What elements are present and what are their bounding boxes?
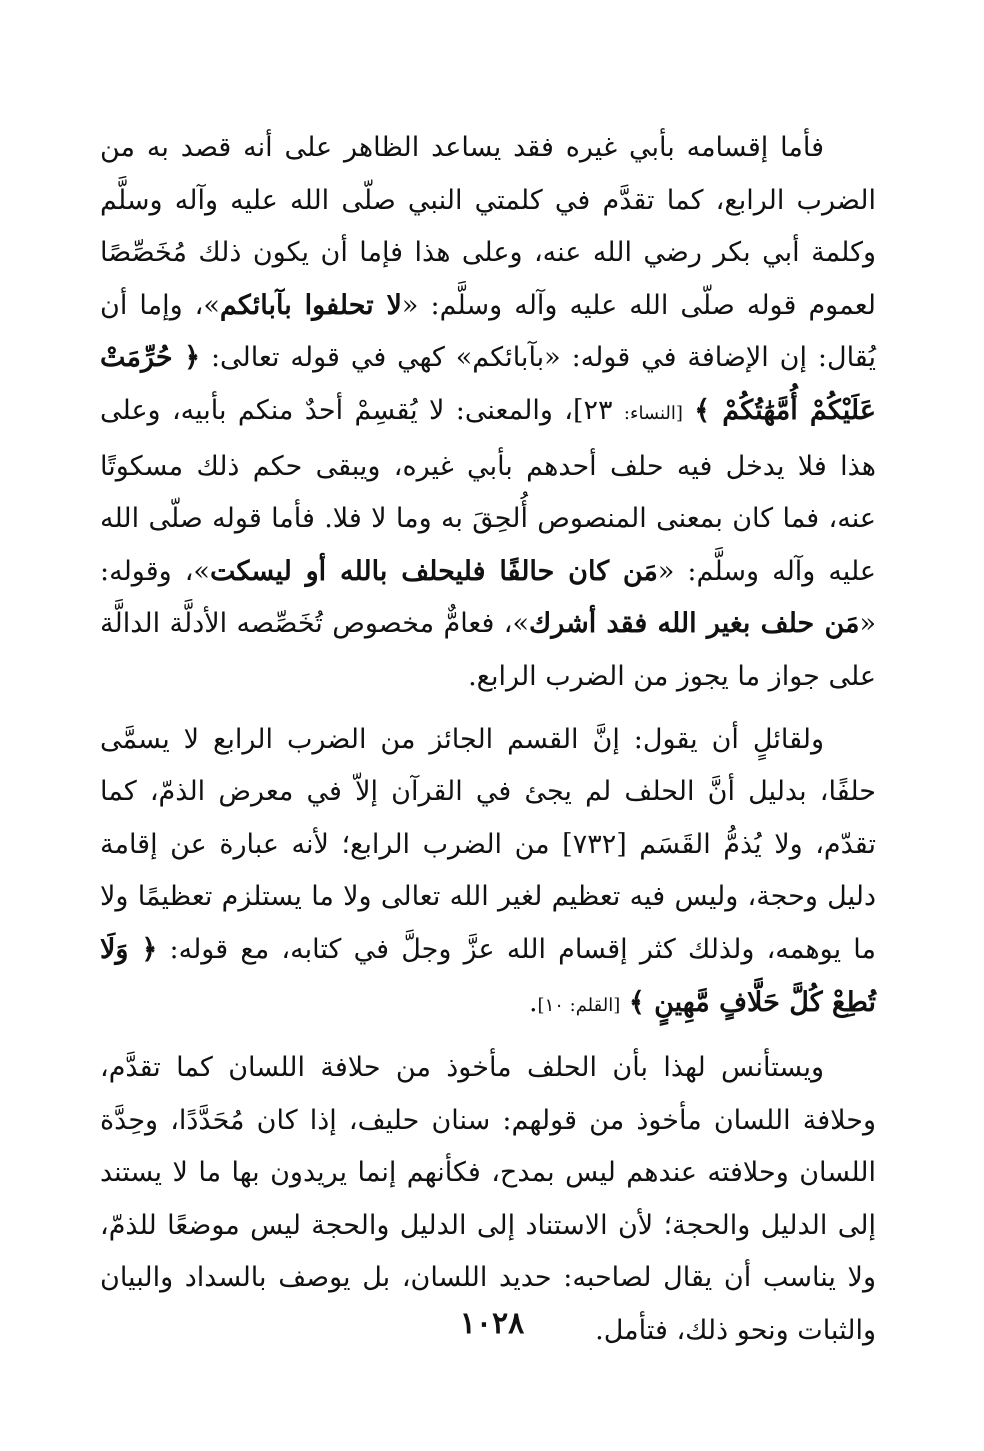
p1-text-1: فأما إقسامه بأبي غيره فقد يساعد الظاهر على أنه قصد به من الضرب الرابع، كما تقدَّم في كلمتي النبي صلّى الله عليه وآله وسلَّم وكلمة أبي بكر رضي الله عنه، وعلى هذا فإما أن يكون ذلك مُخَصِّصًا لعموم قوله صلّى الله عليه وآله وسلَّم: «	[100, 132, 876, 321]
quran-verse-nisa: ﴿ حُرِّمَتْ عَلَيْكُمْ أُمَّهَٰتُكُمْ ﴾	[100, 342, 876, 426]
quran-verse-qalam: ﴿ وَلَا تُطِعْ كُلَّ حَلَّافٍ مَّهِينٍ ﴾	[100, 933, 876, 1018]
hadith-quote-3: مَن حلف بغير الله فقد أشرك	[529, 608, 860, 640]
page-number: ١٠٢٨	[459, 1306, 525, 1341]
p1-text-3: ٢٣]، والمعنى: لا يُقسِمْ أحدٌ منكم بأبيه، وعلى هذا فلا يدخل فيه حلف أحدهم بأبي غيره، ويبقى حكم ذلك مسكوتًا عنه، فما كان بمعنى المنصوص أُلحِقَ به وما لا فلا. فأما قوله صلّى الله عليه وآله وسلَّم: «	[100, 394, 876, 587]
quran-reference-qalam: [القلم: ١٠]	[537, 994, 621, 1016]
p1-space-1	[683, 395, 694, 426]
p3-text-1: ويستأنس لهذا بأن الحلف مأخوذ من حلافة اللسان كما تقدَّم، وحلافة اللسان مأخوذ من قولهم: سنان حليف، إذا كان مُحَدَّدًا، وحِدَّة اللسان وحلافته عندهم ليس بمدح، فكأنهم إنما يريدون بها ما لا يستند إلى الدليل والحجة؛ لأن الاستناد إلى الدليل والحجة ليس موضعًا للذمّ، ولا يناسب أن يقال لصاحبه: حديد اللسان، بل يوصف بالسداد والبيان والثبات ونحو ذلك، فتأمل.	[100, 1052, 876, 1347]
p2-text-2: .	[528, 986, 538, 1018]
paragraph-2	[100, 714, 876, 1033]
page-body	[100, 122, 876, 1358]
paragraph-1	[100, 122, 876, 704]
p1-text-5: »، فعامٌّ مخصوص تُخَصِّصه الأدلَّة الدالَّة على جواز ما يجوز من الضرب الرابع.	[100, 608, 876, 692]
p1-text-2: »، وإما أن يُقال: إن الإضافة في قوله: «بآبائكم» كهي في قوله تعالى:	[100, 289, 876, 374]
quran-reference-nisa: [النساء:	[623, 402, 683, 424]
hadith-quote-1: لا تحلفوا بآبائكم	[219, 289, 402, 321]
p1-text-4: »، وقوله: «	[100, 555, 876, 640]
p2-text-1: ولقائلٍ أن يقول: إنَّ القسم الجائز من الضرب الرابع لا يسمَّى حلفًا، بدليل أنَّ الحلف لم يجئ في القرآن إلاّ في معرض الذمّ، كما تقدّم، ولا يُذمُّ القَسَم [٧٣٢] من الضرب الرابع؛ لأنه عبارة عن إقامة دليل وحجة، وليس فيه تعظيم لغير الله تعالى ولا ما يستلزم تعظيمًا ولا ما يوهمه، ولذلك كثر إقسام الله عزَّ وجلَّ في كتابه، مع قوله:	[100, 723, 876, 965]
hadith-quote-2: مَن كان حالفًا فليحلف بالله أو ليسكت	[209, 555, 658, 587]
p2-space-1	[620, 987, 629, 1018]
